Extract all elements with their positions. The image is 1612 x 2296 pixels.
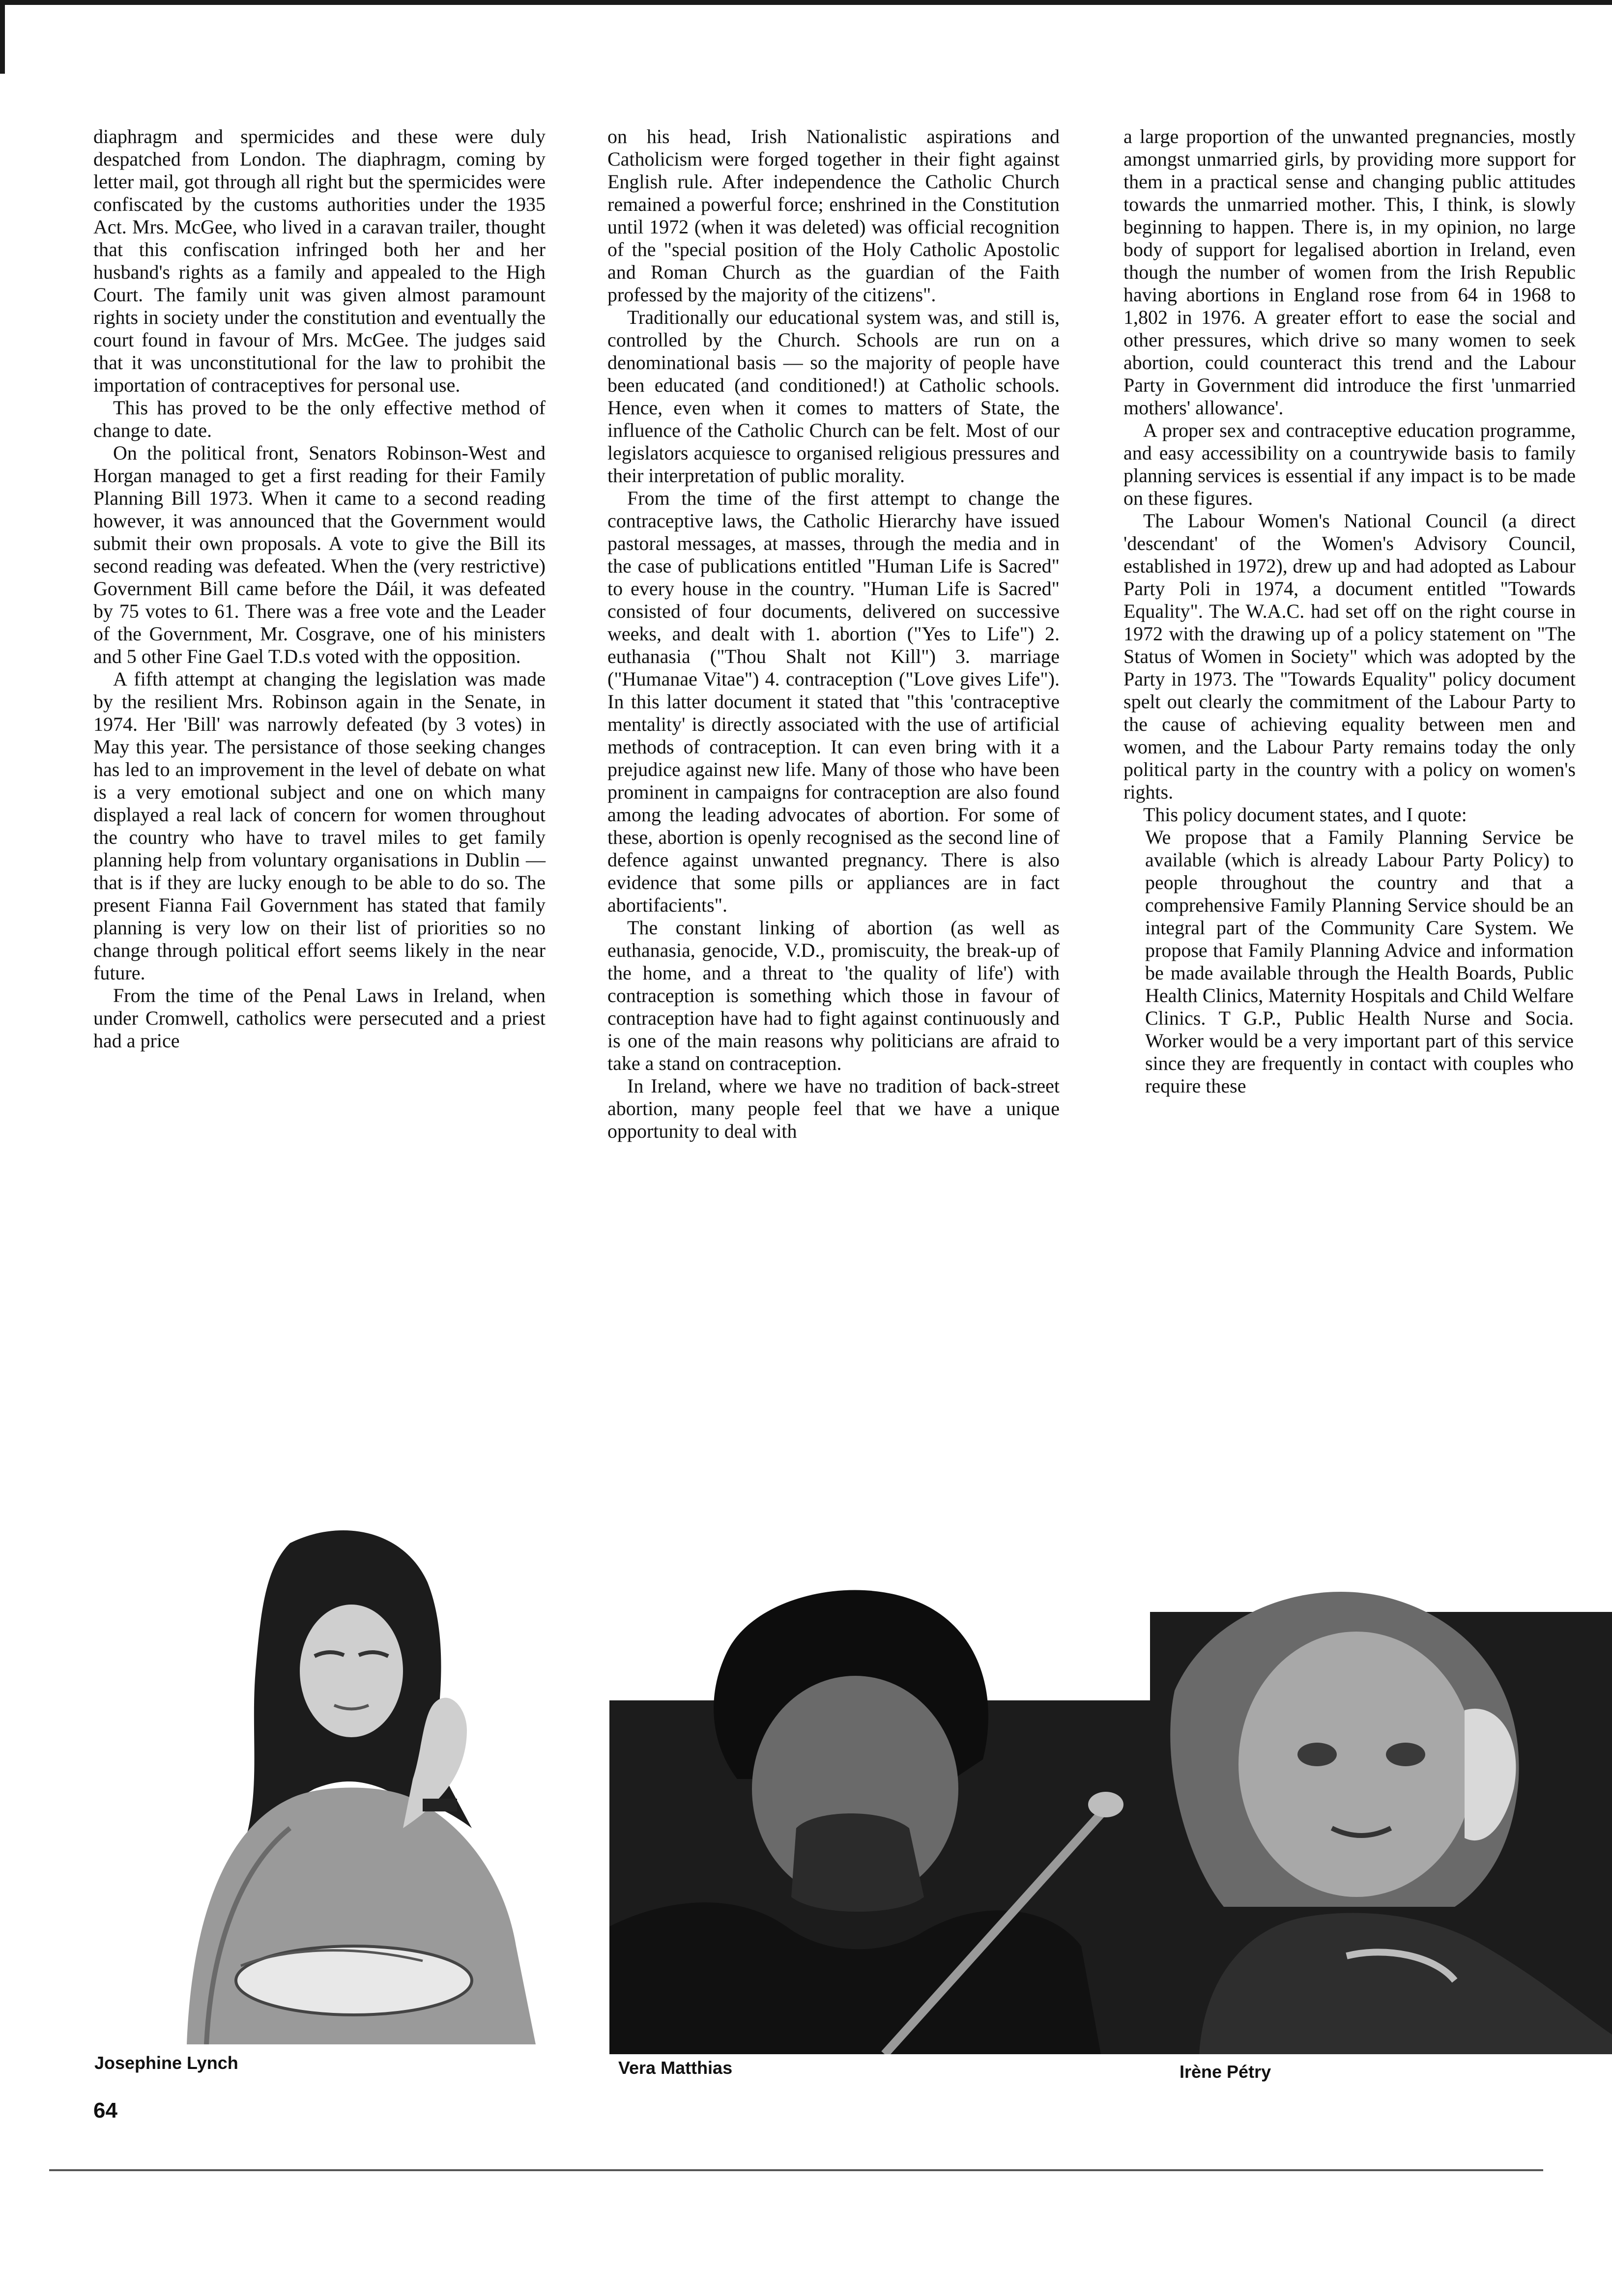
- paragraph: Traditionally our educational system was, and still is, controlled by the Church. Schools are run on a denominational basis — so the majority of people have been educated (and conditioned!) at Catholic schools. Hence, even when it comes to matters of State, the influence of the Catholic Church can be felt. Most of our legislators acquiesce to organised religious pressures and their interpretation of public morality.: [607, 306, 1060, 487]
- portrait-photo-1: [128, 1523, 600, 2044]
- paragraph: diaphragm and spermicides and these were duly despatched from London. The diaphragm, coming by letter mail, got through all right but the spermicides were confiscated by the customs authorities under the 1935 Act. Mrs. McGee, who lived in a caravan trailer, thought that this confiscation infringed both her and her husband's rights as a family and appealed to the High Court. The family unit was given almost paramount rights in society under the constitution and eventually the court found in favour of Mrs. McGee. The judges said that it was unconstitutional for the law to prohibit the importation of contraceptives for personal use.: [93, 125, 546, 396]
- paragraph: on his head, Irish Nationalistic aspirations and Catholicism were forged together in their fight against English rule. After independence the Catholic Church remained a powerful force; enshrined in the Constitution until 1972 (when it was deleted) was official recognition of the "special position of the Holy Catholic Apostolic and Roman Church as the guardian of the Faith professed by the majority of the citizens".: [607, 125, 1060, 306]
- left-rule: [0, 0, 5, 74]
- caption-vera-matthias: Vera Matthias: [618, 2058, 733, 2078]
- bottom-rule: [49, 2169, 1543, 2171]
- top-rule: [0, 0, 1612, 5]
- paragraph: On the political front, Senators Robinson-West and Horgan managed to get a first reading for their Family Planning Bill 1973. When it came to a second reading however, it was announced that the Government would submit their own proposals. A vote to give the Bill its second reading was defeated. When the (very restrictive) Government Bill came before the Dáil, it was defeated by 75 votes to 61. There was a free vote and the Leader of the Government, Mr. Cosgrave, one of his ministers and 5 other Fine Gael T.D.s voted with the opposition.: [93, 442, 546, 667]
- text-column-1: [93, 125, 546, 1052]
- block-quote: We propose that a Family Planning Service be available (which is already Labour Party Policy) to people throughout the country and that a comprehensive Family Planning Service should be an integral part of the Community Care System. We propose that Family Planning Advice and information be made available through the Health Boards, Public Health Clinics, Maternity Hospitals and Child Welfare Clinics. T G.P., Public Health Nurse and Socia. Worker would be a very important part of this service since they are frequently in contact with couples who require these: [1145, 826, 1574, 1097]
- paragraph: A fifth attempt at changing the legislation was made by the resilient Mrs. Robinson again in the Senate, in 1974. Her 'Bill' was narrowly defeated (by 3 votes) in May this year. The persistance of those seeking changes has led to an improvement in the level of debate on what is a very emotional subject and one on which many displayed a real lack of concern for women throughout the country who have to travel miles to get family planning help from voluntary organisations in Dublin — that is if they are lucky enough to be able to do so. The present Fianna Fail Government has stated that family planning is very low on their list of priorities so no change through political effort seems likely in the near future.: [93, 668, 546, 984]
- caption-josephine-lynch: Josephine Lynch: [94, 2053, 238, 2073]
- paragraph: A proper sex and contraceptive education programme, and easy accessibility on a countrywide basis to family planning services is essential if any impact is to be made on these figures.: [1123, 419, 1576, 509]
- paragraph: a large proportion of the unwanted pregnancies, mostly amongst unmarried girls, by providing more support for them in a practical sense and changing public attitudes towards the unmarried mother. This, I think, is slowly beginning to happen. There is, in my opinion, no large body of support for legalised abortion in Ireland, even though the number of women from the Irish Republic having abortions in England rose from 64 in 1968 to 1,802 in 1976. A greater effort to ease the social and other pressures, which drive so many women to seek abortion, could counteract this trend and the Labour Party in Government did introduce the first 'unmarried mothers' allowance'.: [1123, 125, 1576, 419]
- paragraph: From the time of the first attempt to change the contraceptive laws, the Catholic Hierarchy have issued pastoral messages, at masses, through the media and in the case of publications entitled "Human Life is Sacred" to every house in the country. "Human Life is Sacred" consisted of four documents, delivered on successive weeks, and dealt with 1. abortion ("Yes to Life") 2. euthanasia ("Thou Shalt not Kill") 3. marriage ("Humanae Vitae") 4. contraception ("Love gives Life"). In this latter document it stated that "this 'contraceptive mentality' is directly associated with the use of artificial methods of contraception. It can even bring with it a prejudice against new life. Many of those who have been prominent in campaigns for contraception are also found among the leading advocates of abortion. For some of these, abortion is openly recognised as the second line of defence against unwanted pregnancy. There is also evidence that some pills or appliances are in fact abortifacients".: [607, 487, 1060, 916]
- group-photo: [609, 1553, 1612, 2054]
- paragraph: This has proved to be the only effective method of change to date.: [93, 397, 546, 441]
- paragraph: In Ireland, where we have no tradition of back-street abortion, many people feel that we have a unique opportunity to deal with: [607, 1075, 1060, 1142]
- text-column-3: [1123, 125, 1576, 1097]
- paragraph: The constant linking of abortion (as well as euthanasia, genocide, V.D., promiscuity, the break-up of the home, and a threat to 'the quality of life') with contraception is something which those in favour of contraception have had to fight against continuously and is one of the main reasons why politicians are afraid to take a stand on contraception.: [607, 917, 1060, 1074]
- paragraph: The Labour Women's National Council (a direct 'descendant' of the Women's Advisory Council, established in 1972), drew up and had adopted as Labour Party Poli in 1974, a document entitled "Towards Equality". The W.A.C. had set off on the right course in 1972 with the drawing up of a policy statement on "The Status of Women in Society" which was adopted by the Party in 1973. The "Towards Equality" policy document spelt out clearly the commitment of the Labour Party to the cause of achieving equality between men and women, and the Labour Party remains today the only political party in the country with a policy on women's rights.: [1123, 510, 1576, 803]
- paragraph: From the time of the Penal Laws in Ireland, when under Cromwell, catholics were persecuted and a priest had a price: [93, 984, 546, 1052]
- photo-vera-matthias-irene-petry: [609, 1553, 1612, 2054]
- paragraph: This policy document states, and I quote:: [1143, 804, 1467, 826]
- page-number: 64: [93, 2098, 117, 2123]
- caption-irene-petry: Irène Pétry: [1180, 2062, 1271, 2082]
- text-column-2: [607, 125, 1060, 1143]
- photo-josephine-lynch: [128, 1523, 600, 2044]
